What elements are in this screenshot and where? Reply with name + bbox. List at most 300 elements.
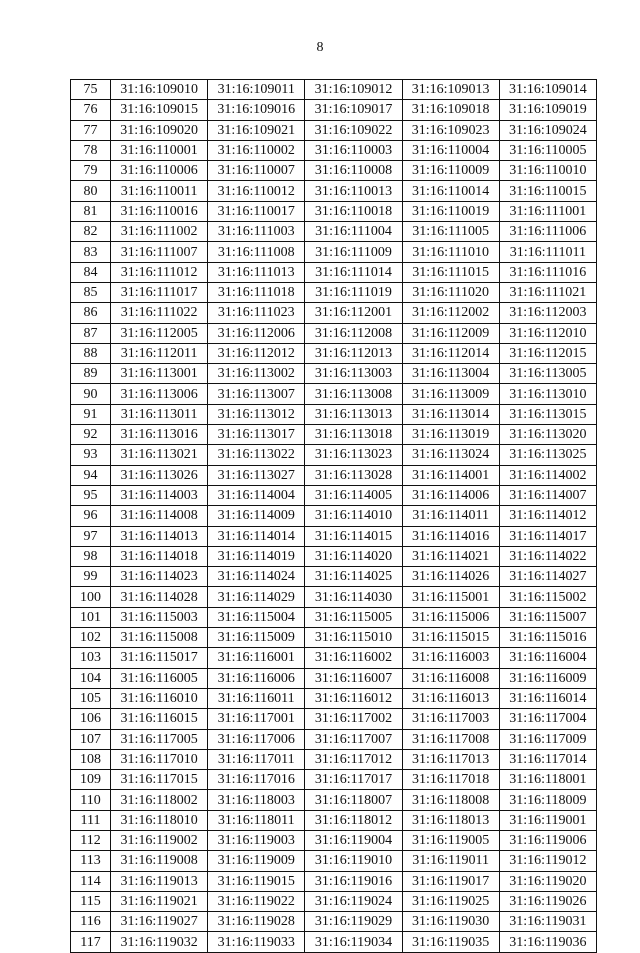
cadastral-number-cell: 31:16:117010 xyxy=(111,749,208,769)
table-row xyxy=(71,282,597,302)
cadastral-number-cell: 31:16:109019 xyxy=(499,100,596,120)
cadastral-number-cell: 31:16:119030 xyxy=(402,912,499,932)
cadastral-number-cell: 31:16:113010 xyxy=(499,384,596,404)
cadastral-number-cell: 31:16:116010 xyxy=(111,688,208,708)
cadastral-number-cell: 31:16:115010 xyxy=(305,628,402,648)
row-number-cell: 109 xyxy=(71,770,111,790)
cadastral-number-cell: 31:16:117017 xyxy=(305,770,402,790)
row-number-cell: 87 xyxy=(71,323,111,343)
cadastral-number-cell: 31:16:112012 xyxy=(208,343,305,363)
cadastral-number-cell: 31:16:112008 xyxy=(305,323,402,343)
cadastral-number-cell: 31:16:109015 xyxy=(111,100,208,120)
table-row xyxy=(71,567,597,587)
cadastral-number-cell: 31:16:118010 xyxy=(111,810,208,830)
cadastral-number-cell: 31:16:112014 xyxy=(402,343,499,363)
table-row xyxy=(71,384,597,404)
cadastral-number-cell: 31:16:113020 xyxy=(499,425,596,445)
cadastral-number-cell: 31:16:111003 xyxy=(208,222,305,242)
table-row xyxy=(71,871,597,891)
cadastral-number-cell: 31:16:116002 xyxy=(305,648,402,668)
cadastral-number-cell: 31:16:114018 xyxy=(111,546,208,566)
cadastral-number-cell: 31:16:115001 xyxy=(402,587,499,607)
cadastral-number-cell: 31:16:113013 xyxy=(305,404,402,424)
cadastral-number-cell: 31:16:111021 xyxy=(499,282,596,302)
cadastral-number-cell: 31:16:117016 xyxy=(208,770,305,790)
cadastral-number-cell: 31:16:116013 xyxy=(402,688,499,708)
cadastral-number-cell: 31:16:119027 xyxy=(111,912,208,932)
row-number-cell: 101 xyxy=(71,607,111,627)
cadastral-number-cell: 31:16:110006 xyxy=(111,161,208,181)
table-row xyxy=(71,425,597,445)
cadastral-number-cell: 31:16:117015 xyxy=(111,770,208,790)
row-number-cell: 115 xyxy=(71,891,111,911)
cadastral-number-cell: 31:16:115004 xyxy=(208,607,305,627)
cadastral-number-cell: 31:16:110010 xyxy=(499,161,596,181)
cadastral-number-cell: 31:16:116015 xyxy=(111,709,208,729)
cadastral-number-cell: 31:16:110013 xyxy=(305,181,402,201)
cadastral-number-cell: 31:16:113011 xyxy=(111,404,208,424)
table-row xyxy=(71,688,597,708)
cadastral-number-cell: 31:16:117005 xyxy=(111,729,208,749)
cadastral-number-cell: 31:16:109024 xyxy=(499,120,596,140)
cadastral-number-cell: 31:16:114023 xyxy=(111,567,208,587)
row-number-cell: 75 xyxy=(71,80,111,100)
table-row xyxy=(71,465,597,485)
cadastral-number-cell: 31:16:112003 xyxy=(499,303,596,323)
cadastral-number-cell: 31:16:117014 xyxy=(499,749,596,769)
cadastral-number-cell: 31:16:118002 xyxy=(111,790,208,810)
row-number-cell: 83 xyxy=(71,242,111,262)
row-number-cell: 97 xyxy=(71,526,111,546)
cadastral-number-cell: 31:16:119031 xyxy=(499,912,596,932)
cadastral-number-cell: 31:16:118009 xyxy=(499,790,596,810)
row-number-cell: 103 xyxy=(71,648,111,668)
cadastral-number-cell: 31:16:111007 xyxy=(111,242,208,262)
page-number: 8 xyxy=(316,40,324,55)
table-row xyxy=(71,80,597,100)
cadastral-number-cell: 31:16:114012 xyxy=(499,506,596,526)
cadastral-number-cell: 31:16:116003 xyxy=(402,648,499,668)
cadastral-number-cell: 31:16:119017 xyxy=(402,871,499,891)
row-number-cell: 99 xyxy=(71,567,111,587)
cadastral-number-cell: 31:16:114021 xyxy=(402,546,499,566)
cadastral-number-cell: 31:16:119022 xyxy=(208,891,305,911)
cadastral-number-cell: 31:16:119002 xyxy=(111,830,208,850)
cadastral-number-cell: 31:16:110011 xyxy=(111,181,208,201)
table-row xyxy=(71,364,597,384)
cadastral-number-cell: 31:16:119035 xyxy=(402,932,499,952)
cadastral-number-cell: 31:16:114027 xyxy=(499,567,596,587)
cadastral-number-cell: 31:16:111016 xyxy=(499,262,596,282)
cadastral-number-cell: 31:16:113024 xyxy=(402,445,499,465)
cadastral-number-cell: 31:16:111002 xyxy=(111,222,208,242)
table-row xyxy=(71,201,597,221)
row-number-cell: 79 xyxy=(71,161,111,181)
cadastral-number-cell: 31:16:117002 xyxy=(305,709,402,729)
cadastral-number-cell: 31:16:117011 xyxy=(208,749,305,769)
cadastral-number-cell: 31:16:114015 xyxy=(305,526,402,546)
cadastral-number-cell: 31:16:115016 xyxy=(499,628,596,648)
table-row xyxy=(71,181,597,201)
table-row xyxy=(71,628,597,648)
cadastral-number-cell: 31:16:113009 xyxy=(402,384,499,404)
cadastral-number-cell: 31:16:116009 xyxy=(499,668,596,688)
table-row xyxy=(71,262,597,282)
row-number-cell: 102 xyxy=(71,628,111,648)
cadastral-number-cell: 31:16:110007 xyxy=(208,161,305,181)
cadastral-number-cell: 31:16:117008 xyxy=(402,729,499,749)
table-row xyxy=(71,830,597,850)
row-number-cell: 82 xyxy=(71,222,111,242)
cadastral-number-cell: 31:16:114002 xyxy=(499,465,596,485)
row-number-cell: 86 xyxy=(71,303,111,323)
cadastral-number-cell: 31:16:117007 xyxy=(305,729,402,749)
cadastral-number-cell: 31:16:113012 xyxy=(208,404,305,424)
cadastral-number-cell: 31:16:113008 xyxy=(305,384,402,404)
cadastral-number-cell: 31:16:119001 xyxy=(499,810,596,830)
table-row xyxy=(71,709,597,729)
table-row xyxy=(71,932,597,952)
cadastral-number-cell: 31:16:114016 xyxy=(402,526,499,546)
row-number-cell: 114 xyxy=(71,871,111,891)
cadastral-number-cell: 31:16:119033 xyxy=(208,932,305,952)
cadastral-number-cell: 31:16:111014 xyxy=(305,262,402,282)
row-number-cell: 104 xyxy=(71,668,111,688)
cadastral-number-cell: 31:16:113001 xyxy=(111,364,208,384)
table-row xyxy=(71,120,597,140)
cadastral-number-cell: 31:16:118011 xyxy=(208,810,305,830)
cadastral-number-cell: 31:16:111013 xyxy=(208,262,305,282)
cadastral-number-cell: 31:16:118008 xyxy=(402,790,499,810)
cadastral-number-cell: 31:16:116005 xyxy=(111,668,208,688)
cadastral-number-cell: 31:16:119029 xyxy=(305,912,402,932)
table-row xyxy=(71,668,597,688)
cadastral-number-cell: 31:16:114004 xyxy=(208,485,305,505)
table-row xyxy=(71,546,597,566)
cadastral-number-cell: 31:16:112006 xyxy=(208,323,305,343)
cadastral-number-cell: 31:16:109013 xyxy=(402,80,499,100)
cadastral-number-cell: 31:16:113006 xyxy=(111,384,208,404)
table-row xyxy=(71,161,597,181)
cadastral-number-cell: 31:16:116014 xyxy=(499,688,596,708)
cadastral-number-cell: 31:16:113017 xyxy=(208,425,305,445)
cadastral-number-cell: 31:16:117009 xyxy=(499,729,596,749)
cadastral-number-cell: 31:16:113022 xyxy=(208,445,305,465)
cadastral-number-cell: 31:16:119024 xyxy=(305,891,402,911)
cadastral-number-cell: 31:16:115002 xyxy=(499,587,596,607)
cadastral-number-cell: 31:16:113019 xyxy=(402,425,499,445)
cadastral-number-cell: 31:16:109016 xyxy=(208,100,305,120)
cadastral-number-cell: 31:16:111001 xyxy=(499,201,596,221)
table-row xyxy=(71,242,597,262)
table-row xyxy=(71,485,597,505)
cadastral-number-cell: 31:16:119034 xyxy=(305,932,402,952)
cadastral-number-cell: 31:16:110004 xyxy=(402,140,499,160)
row-number-cell: 76 xyxy=(71,100,111,120)
table-row xyxy=(71,729,597,749)
cadastral-number-cell: 31:16:115008 xyxy=(111,628,208,648)
cadastral-number-cell: 31:16:118003 xyxy=(208,790,305,810)
table-row xyxy=(71,749,597,769)
cadastral-number-cell: 31:16:113025 xyxy=(499,445,596,465)
cadastral-number-cell: 31:16:112005 xyxy=(111,323,208,343)
cadastral-number-cell: 31:16:119036 xyxy=(499,932,596,952)
table-body xyxy=(71,80,597,953)
cadastral-number-cell: 31:16:114006 xyxy=(402,485,499,505)
table-row xyxy=(71,404,597,424)
table-row xyxy=(71,343,597,363)
cadastral-number-cell: 31:16:114020 xyxy=(305,546,402,566)
cadastral-number-cell: 31:16:109012 xyxy=(305,80,402,100)
cadastral-number-cell: 31:16:109020 xyxy=(111,120,208,140)
cadastral-number-cell: 31:16:110008 xyxy=(305,161,402,181)
row-number-cell: 84 xyxy=(71,262,111,282)
table-row xyxy=(71,303,597,323)
cadastral-number-cell: 31:16:116007 xyxy=(305,668,402,688)
cadastral-number-cell: 31:16:113016 xyxy=(111,425,208,445)
cadastral-number-cell: 31:16:116004 xyxy=(499,648,596,668)
table-row xyxy=(71,891,597,911)
table-row xyxy=(71,851,597,871)
cadastral-number-cell: 31:16:119009 xyxy=(208,851,305,871)
cadastral-number-cell: 31:16:114010 xyxy=(305,506,402,526)
cadastral-number-cell: 31:16:110018 xyxy=(305,201,402,221)
cadastral-number-cell: 31:16:119006 xyxy=(499,830,596,850)
cadastral-number-cell: 31:16:113003 xyxy=(305,364,402,384)
cadastral-number-cell: 31:16:110003 xyxy=(305,140,402,160)
cadastral-number-cell: 31:16:111006 xyxy=(499,222,596,242)
cadastral-number-cell: 31:16:114011 xyxy=(402,506,499,526)
cadastral-number-cell: 31:16:114019 xyxy=(208,546,305,566)
row-number-cell: 100 xyxy=(71,587,111,607)
table-row xyxy=(71,140,597,160)
cadastral-number-cell: 31:16:112011 xyxy=(111,343,208,363)
cadastral-number-cell: 31:16:111011 xyxy=(499,242,596,262)
row-number-cell: 106 xyxy=(71,709,111,729)
row-number-cell: 90 xyxy=(71,384,111,404)
cadastral-number-cell: 31:16:112002 xyxy=(402,303,499,323)
cadastral-number-cell: 31:16:110005 xyxy=(499,140,596,160)
cadastral-number-cell: 31:16:119026 xyxy=(499,891,596,911)
cadastral-number-cell: 31:16:110016 xyxy=(111,201,208,221)
cadastral-number-cell: 31:16:111020 xyxy=(402,282,499,302)
cadastral-number-cell: 31:16:114028 xyxy=(111,587,208,607)
row-number-cell: 108 xyxy=(71,749,111,769)
row-number-cell: 112 xyxy=(71,830,111,850)
row-number-cell: 110 xyxy=(71,790,111,810)
cadastral-number-cell: 31:16:109010 xyxy=(111,80,208,100)
cadastral-number-cell: 31:16:110012 xyxy=(208,181,305,201)
cadastral-number-cell: 31:16:109018 xyxy=(402,100,499,120)
cadastral-number-cell: 31:16:119013 xyxy=(111,871,208,891)
row-number-cell: 81 xyxy=(71,201,111,221)
cadastral-number-cell: 31:16:110014 xyxy=(402,181,499,201)
cadastral-numbers-table xyxy=(70,79,597,953)
row-number-cell: 96 xyxy=(71,506,111,526)
table-row xyxy=(71,222,597,242)
row-number-cell: 89 xyxy=(71,364,111,384)
table-row xyxy=(71,526,597,546)
cadastral-number-cell: 31:16:111019 xyxy=(305,282,402,302)
cadastral-number-cell: 31:16:112015 xyxy=(499,343,596,363)
cadastral-number-cell: 31:16:114013 xyxy=(111,526,208,546)
cadastral-number-cell: 31:16:118012 xyxy=(305,810,402,830)
cadastral-number-cell: 31:16:113015 xyxy=(499,404,596,424)
cadastral-number-cell: 31:16:112009 xyxy=(402,323,499,343)
row-number-cell: 78 xyxy=(71,140,111,160)
table-row xyxy=(71,587,597,607)
cadastral-number-cell: 31:16:110019 xyxy=(402,201,499,221)
cadastral-number-cell: 31:16:114014 xyxy=(208,526,305,546)
cadastral-number-cell: 31:16:113014 xyxy=(402,404,499,424)
table-row xyxy=(71,810,597,830)
row-number-cell: 80 xyxy=(71,181,111,201)
row-number-cell: 77 xyxy=(71,120,111,140)
cadastral-number-cell: 31:16:114005 xyxy=(305,485,402,505)
cadastral-number-cell: 31:16:118001 xyxy=(499,770,596,790)
cadastral-number-cell: 31:16:119004 xyxy=(305,830,402,850)
cadastral-number-cell: 31:16:117013 xyxy=(402,749,499,769)
cadastral-number-cell: 31:16:117018 xyxy=(402,770,499,790)
cadastral-number-cell: 31:16:119008 xyxy=(111,851,208,871)
cadastral-number-cell: 31:16:119005 xyxy=(402,830,499,850)
cadastral-number-cell: 31:16:116011 xyxy=(208,688,305,708)
cadastral-number-cell: 31:16:114025 xyxy=(305,567,402,587)
cadastral-number-cell: 31:16:116008 xyxy=(402,668,499,688)
cadastral-number-cell: 31:16:111023 xyxy=(208,303,305,323)
cadastral-number-cell: 31:16:119011 xyxy=(402,851,499,871)
row-number-cell: 94 xyxy=(71,465,111,485)
cadastral-number-cell: 31:16:110002 xyxy=(208,140,305,160)
cadastral-number-cell: 31:16:111015 xyxy=(402,262,499,282)
cadastral-number-cell: 31:16:115006 xyxy=(402,607,499,627)
cadastral-number-cell: 31:16:114024 xyxy=(208,567,305,587)
table-row xyxy=(71,790,597,810)
row-number-cell: 85 xyxy=(71,282,111,302)
cadastral-number-cell: 31:16:111009 xyxy=(305,242,402,262)
cadastral-number-cell: 31:16:119032 xyxy=(111,932,208,952)
table-row xyxy=(71,770,597,790)
row-number-cell: 117 xyxy=(71,932,111,952)
cadastral-number-cell: 31:16:113028 xyxy=(305,465,402,485)
cadastral-number-cell: 31:16:118013 xyxy=(402,810,499,830)
row-number-cell: 113 xyxy=(71,851,111,871)
cadastral-number-cell: 31:16:114017 xyxy=(499,526,596,546)
cadastral-number-cell: 31:16:119015 xyxy=(208,871,305,891)
cadastral-number-cell: 31:16:111004 xyxy=(305,222,402,242)
cadastral-number-cell: 31:16:114007 xyxy=(499,485,596,505)
cadastral-number-cell: 31:16:114008 xyxy=(111,506,208,526)
cadastral-number-cell: 31:16:115017 xyxy=(111,648,208,668)
cadastral-number-cell: 31:16:116001 xyxy=(208,648,305,668)
cadastral-number-cell: 31:16:115005 xyxy=(305,607,402,627)
cadastral-number-cell: 31:16:115009 xyxy=(208,628,305,648)
cadastral-number-cell: 31:16:110001 xyxy=(111,140,208,160)
table-row xyxy=(71,445,597,465)
cadastral-number-cell: 31:16:113021 xyxy=(111,445,208,465)
cadastral-number-cell: 31:16:119025 xyxy=(402,891,499,911)
row-number-cell: 92 xyxy=(71,425,111,445)
cadastral-number-cell: 31:16:114001 xyxy=(402,465,499,485)
cadastral-number-cell: 31:16:119020 xyxy=(499,871,596,891)
cadastral-number-cell: 31:16:117006 xyxy=(208,729,305,749)
cadastral-number-cell: 31:16:114029 xyxy=(208,587,305,607)
row-number-cell: 93 xyxy=(71,445,111,465)
cadastral-number-cell: 31:16:113002 xyxy=(208,364,305,384)
cadastral-number-cell: 31:16:109011 xyxy=(208,80,305,100)
cadastral-number-cell: 31:16:114030 xyxy=(305,587,402,607)
cadastral-number-cell: 31:16:109022 xyxy=(305,120,402,140)
cadastral-number-cell: 31:16:111008 xyxy=(208,242,305,262)
cadastral-number-cell: 31:16:109021 xyxy=(208,120,305,140)
cadastral-number-cell: 31:16:114003 xyxy=(111,485,208,505)
cadastral-number-cell: 31:16:111010 xyxy=(402,242,499,262)
cadastral-number-cell: 31:16:112010 xyxy=(499,323,596,343)
cadastral-number-cell: 31:16:111018 xyxy=(208,282,305,302)
cadastral-number-cell: 31:16:119012 xyxy=(499,851,596,871)
cadastral-number-cell: 31:16:115015 xyxy=(402,628,499,648)
cadastral-number-cell: 31:16:114026 xyxy=(402,567,499,587)
cadastral-number-cell: 31:16:111017 xyxy=(111,282,208,302)
cadastral-number-cell: 31:16:111005 xyxy=(402,222,499,242)
cadastral-number-cell: 31:16:110017 xyxy=(208,201,305,221)
cadastral-number-cell: 31:16:113007 xyxy=(208,384,305,404)
cadastral-number-cell: 31:16:113027 xyxy=(208,465,305,485)
row-number-cell: 105 xyxy=(71,688,111,708)
cadastral-number-cell: 31:16:119010 xyxy=(305,851,402,871)
cadastral-number-cell: 31:16:114009 xyxy=(208,506,305,526)
cadastral-number-cell: 31:16:115007 xyxy=(499,607,596,627)
cadastral-number-cell: 31:16:117004 xyxy=(499,709,596,729)
cadastral-number-cell: 31:16:116006 xyxy=(208,668,305,688)
row-number-cell: 116 xyxy=(71,912,111,932)
cadastral-number-cell: 31:16:113023 xyxy=(305,445,402,465)
cadastral-number-cell: 31:16:117001 xyxy=(208,709,305,729)
cadastral-number-cell: 31:16:119021 xyxy=(111,891,208,911)
table-row xyxy=(71,323,597,343)
table-row xyxy=(71,648,597,668)
cadastral-number-cell: 31:16:112001 xyxy=(305,303,402,323)
row-number-cell: 91 xyxy=(71,404,111,424)
cadastral-number-cell: 31:16:109014 xyxy=(499,80,596,100)
cadastral-number-cell: 31:16:113026 xyxy=(111,465,208,485)
cadastral-number-cell: 31:16:111012 xyxy=(111,262,208,282)
cadastral-number-cell: 31:16:112013 xyxy=(305,343,402,363)
cadastral-number-cell: 31:16:111022 xyxy=(111,303,208,323)
cadastral-number-cell: 31:16:113005 xyxy=(499,364,596,384)
row-number-cell: 98 xyxy=(71,546,111,566)
row-number-cell: 111 xyxy=(71,810,111,830)
cadastral-number-cell: 31:16:119028 xyxy=(208,912,305,932)
cadastral-number-cell: 31:16:114022 xyxy=(499,546,596,566)
cadastral-number-cell: 31:16:109023 xyxy=(402,120,499,140)
row-number-cell: 95 xyxy=(71,485,111,505)
cadastral-number-cell: 31:16:109017 xyxy=(305,100,402,120)
cadastral-number-cell: 31:16:119016 xyxy=(305,871,402,891)
cadastral-number-cell: 31:16:113004 xyxy=(402,364,499,384)
cadastral-number-cell: 31:16:113018 xyxy=(305,425,402,445)
row-number-cell: 88 xyxy=(71,343,111,363)
cadastral-number-cell: 31:16:110009 xyxy=(402,161,499,181)
cadastral-number-cell: 31:16:117012 xyxy=(305,749,402,769)
cadastral-number-cell: 31:16:118007 xyxy=(305,790,402,810)
row-number-cell: 107 xyxy=(71,729,111,749)
cadastral-number-cell: 31:16:119003 xyxy=(208,830,305,850)
cadastral-number-cell: 31:16:116012 xyxy=(305,688,402,708)
table-row xyxy=(71,100,597,120)
table-row xyxy=(71,506,597,526)
table-row xyxy=(71,607,597,627)
